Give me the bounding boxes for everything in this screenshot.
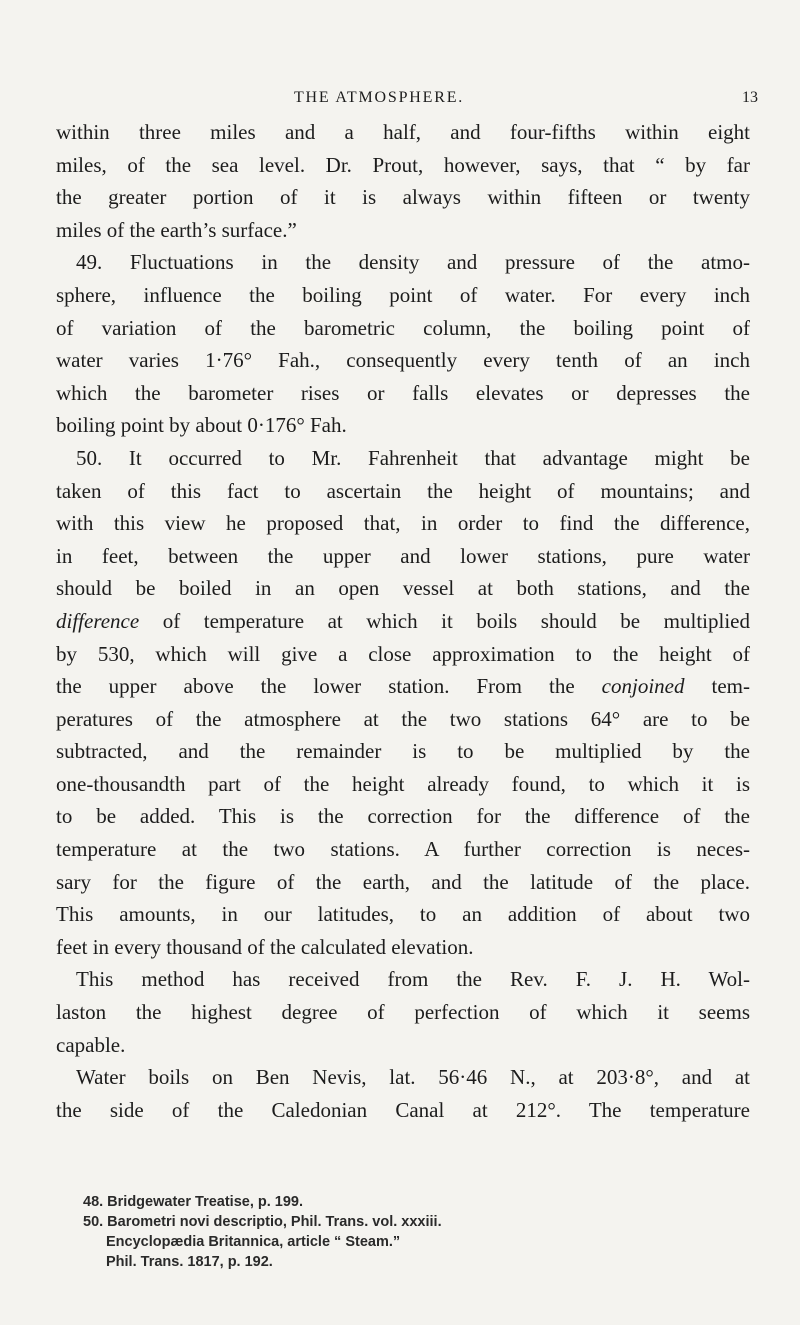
- text-span: of temperature at which it boils should be multiplied: [139, 608, 750, 633]
- footnote-50-continued: Encyclopædia Britannica, article “ Steam.”: [106, 1234, 401, 1250]
- running-head: [0, 86, 800, 110]
- text-line: within three miles and a half, and four-fifths within eight: [56, 120, 750, 144]
- text-line: boiling point by about 0·176° Fah.: [56, 413, 347, 438]
- text-span: the upper above the lower station. From the: [56, 674, 602, 699]
- text-line: to be added. This is the correction for the difference of the: [56, 804, 750, 829]
- page-number: 13: [742, 89, 758, 106]
- text-line: [56, 670, 750, 703]
- text-line: by 530, which will give a close approximation to the height of: [56, 641, 750, 666]
- text-line: taken of this fact to ascertain the height of mountains; and: [56, 478, 750, 503]
- text-line: which the barometer rises or falls elevates or depresses the: [56, 380, 750, 405]
- text-line: water varies 1·76° Fah., consequently every tenth of an inch: [56, 348, 750, 373]
- text-line: with this view he proposed that, in order to find the difference,: [56, 511, 750, 536]
- paragraph-start: This method has received from the Rev. F. J. H. Wol-: [76, 967, 750, 992]
- text-line: capable.: [56, 1032, 126, 1057]
- text-line: of variation of the barometric column, the boiling point of: [56, 315, 750, 340]
- text-line: temperature at the two stations. A further correction is neces-: [56, 837, 750, 862]
- text-line: the side of the Caledonian Canal at 212°. The temperature: [56, 1097, 750, 1122]
- paragraph-49-start: 49. Fluctuations in the density and pressure of the atmo-: [76, 250, 750, 275]
- paragraph-start: Water boils on Ben Nevis, lat. 56·46 N., at 203·8°, and at: [76, 1065, 750, 1090]
- text-line: This amounts, in our latitudes, to an addition of about two: [56, 902, 750, 927]
- footnote-50: 50. Barometri novi descriptio, Phil. Trans. vol. xxxiii.: [83, 1214, 442, 1230]
- running-title: THE ATMOSPHERE.: [293, 89, 465, 106]
- text-line: miles of the earth’s surface.”: [56, 217, 297, 242]
- text-line: should be boiled in an open vessel at both stations, and the: [56, 576, 750, 601]
- text-line: one-thousandth part of the height already found, to which it is: [56, 771, 750, 796]
- footnotes: [83, 1192, 703, 1272]
- text-line: sary for the figure of the earth, and the latitude of the place.: [56, 869, 750, 894]
- body-text: [56, 116, 750, 1126]
- italic-term-difference: difference: [56, 608, 140, 633]
- footnote-48: 48. Bridgewater Treatise, p. 199.: [83, 1194, 304, 1210]
- text-span: tem-: [684, 674, 750, 699]
- text-line: in feet, between the upper and lower stations, pure water: [56, 543, 750, 568]
- text-line: miles, of the sea level. Dr. Prout, however, says, that “ by far: [56, 152, 750, 177]
- text-line: feet in every thousand of the calculated elevation.: [56, 934, 474, 959]
- text-line: subtracted, and the remainder is to be multiplied by the: [56, 739, 750, 764]
- paragraph-50-start: 50. It occurred to Mr. Fahrenheit that advantage might be: [76, 445, 750, 470]
- text-line: the greater portion of it is always within fifteen or twenty: [56, 185, 750, 210]
- text-line: sphere, influence the boiling point of water. For every inch: [56, 282, 750, 307]
- footnote-50-continued: Phil. Trans. 1817, p. 192.: [106, 1254, 273, 1270]
- text-line: laston the highest degree of perfection of which it seems: [56, 1000, 750, 1025]
- text-line: peratures of the atmosphere at the two stations 64° are to be: [56, 706, 750, 731]
- italic-term-conjoined: conjoined: [601, 674, 685, 699]
- text-line: [56, 605, 750, 638]
